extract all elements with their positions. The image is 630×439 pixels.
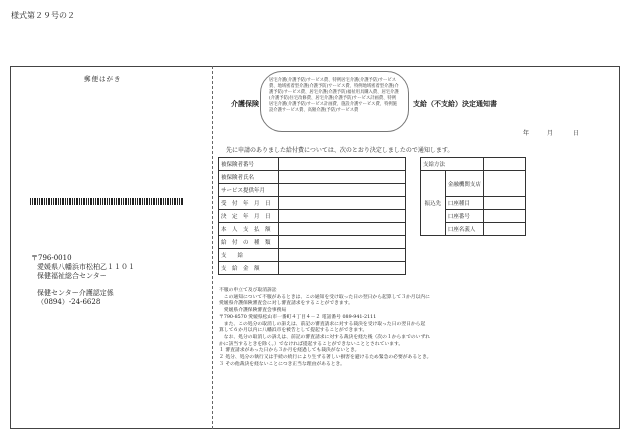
row-value [279, 210, 406, 223]
footer-line: 算して６か月以内に八幡浜市を被告として提起することができます。 [219, 328, 368, 334]
postcard-label: 郵便はがき [84, 75, 122, 83]
recipient-dept: 保健センター介護認定係 [37, 289, 114, 297]
row-value [279, 249, 406, 262]
date-year: 年 [523, 130, 530, 137]
postal-barcode [30, 198, 183, 205]
row-label: 金融機関支店 [445, 171, 483, 197]
transfer-label: 振込先 [421, 171, 446, 236]
row-value [279, 197, 406, 210]
table-row [219, 249, 406, 262]
row-label: 支 給 金 額 [219, 262, 279, 275]
row-label: 本 人 支 払 額 [219, 223, 279, 236]
footer-line: １ 審査請求があった日から３か月を経過しても裁決がないとき。 [219, 348, 360, 354]
row-label: 被保険者氏名 [219, 171, 279, 184]
row-label: 給 付 の 種 類 [219, 236, 279, 249]
recipient-org: 保健福祉総合センター [37, 272, 107, 280]
date-day: 日 [573, 130, 580, 137]
appeal-notice [219, 288, 609, 368]
footer-line: なお、処分の取消しの訴えは、前記の審査請求に対する裁決を経た後（次の１からまでのいずれ [219, 334, 431, 340]
row-label: 決 定 年 月 日 [219, 210, 279, 223]
row-label: 口座名義人 [445, 223, 483, 236]
row-value [279, 171, 406, 184]
row-value [279, 158, 406, 171]
table-row [219, 210, 406, 223]
payment-header: 支給方法 [421, 158, 484, 171]
row-value [483, 197, 525, 210]
table-row [421, 171, 526, 197]
row-label: 支 給 [219, 249, 279, 262]
row-value [483, 210, 525, 223]
table-row [219, 158, 406, 171]
row-label: 受 付 年 月 日 [219, 197, 279, 210]
title-right: 支給（不支給）決定通知書 [413, 99, 497, 108]
row-label: 被保険者番号 [219, 158, 279, 171]
recipient-address: 愛媛県八幡浜市松柏乙１１０１ [37, 263, 135, 271]
table-row [219, 223, 406, 236]
recipient-phone: （0894）-24-6628 [37, 298, 101, 306]
decision-table [218, 157, 406, 275]
footer-line: ２ 処分、処分の執行又は手続の続行により生ずる著しい損害を避けるため緊急の必要があるとき。 [219, 355, 432, 361]
table-row [219, 184, 406, 197]
row-value [483, 158, 525, 171]
benefit-types-bubble: 居宅介護(介護予防)サービス費、特例居宅介護(介護予防)サービス費、地域密着型介護(介護予防)サービス費、特例地域密着型介護(介護予防)サービス費、居宅介護(介護予防)福祉用具購入費、居宅介護(介護予防)住宅改修費、居宅介護(介護予防)サービス計画費、特例居宅介護(介護予防)サービス計画費、施設介護サービス費、特例施設介護サービス費、高額介護(予防)サービス費 [260, 71, 409, 132]
row-label: 口座番号 [445, 210, 483, 223]
table-row [219, 171, 406, 184]
row-value [279, 262, 406, 275]
date-month: 月 [547, 130, 554, 137]
row-label: 口座種目 [445, 197, 483, 210]
footer-line: ３ その他裁決を経ないことにつき正当な理由があるとき。 [219, 361, 345, 367]
footer-line: 愛媛県介護保険審査会事務局 [219, 308, 287, 314]
payment-table [420, 157, 526, 236]
footer-line: かに該当するときを除く。）でなければ提起することができないこととされています。 [219, 341, 404, 347]
row-value [279, 223, 406, 236]
table-row [219, 262, 406, 275]
row-value [279, 184, 406, 197]
row-value [483, 171, 525, 197]
footer-line: また、この処分の取消しの訴えは、前記の審査請求に対する裁決を受け取った日の翌日から起 [219, 321, 426, 327]
form-number: 様式第２９号の２ [11, 11, 75, 20]
footer-line: 不服の申立て及び取消訴訟 [219, 288, 277, 293]
table-row [219, 236, 406, 249]
row-value [279, 236, 406, 249]
footer-line: 〒790-8570 愛媛県松山市一番町４丁目４－２ 電話番号 089-941-2111 [219, 314, 377, 320]
footer-line: 愛媛県介護保険審査会に対し審査請求をすることができます。 [219, 301, 353, 307]
footer-line: この通知について不服があるときは、この通知を受け取った日の翌日から起算して３か月以内に [219, 294, 430, 300]
table-row [421, 158, 526, 171]
table-row [219, 197, 406, 210]
fold-divider [212, 66, 213, 429]
notice-text: 先に申請のありました給付費については、次のとおり決定しましたので通知します。 [226, 147, 454, 154]
row-value [483, 223, 525, 236]
postal-code: 〒796-0010 [31, 254, 72, 262]
row-label: サービス提供年月 [219, 184, 279, 197]
title-left: 介護保険 [231, 99, 259, 108]
